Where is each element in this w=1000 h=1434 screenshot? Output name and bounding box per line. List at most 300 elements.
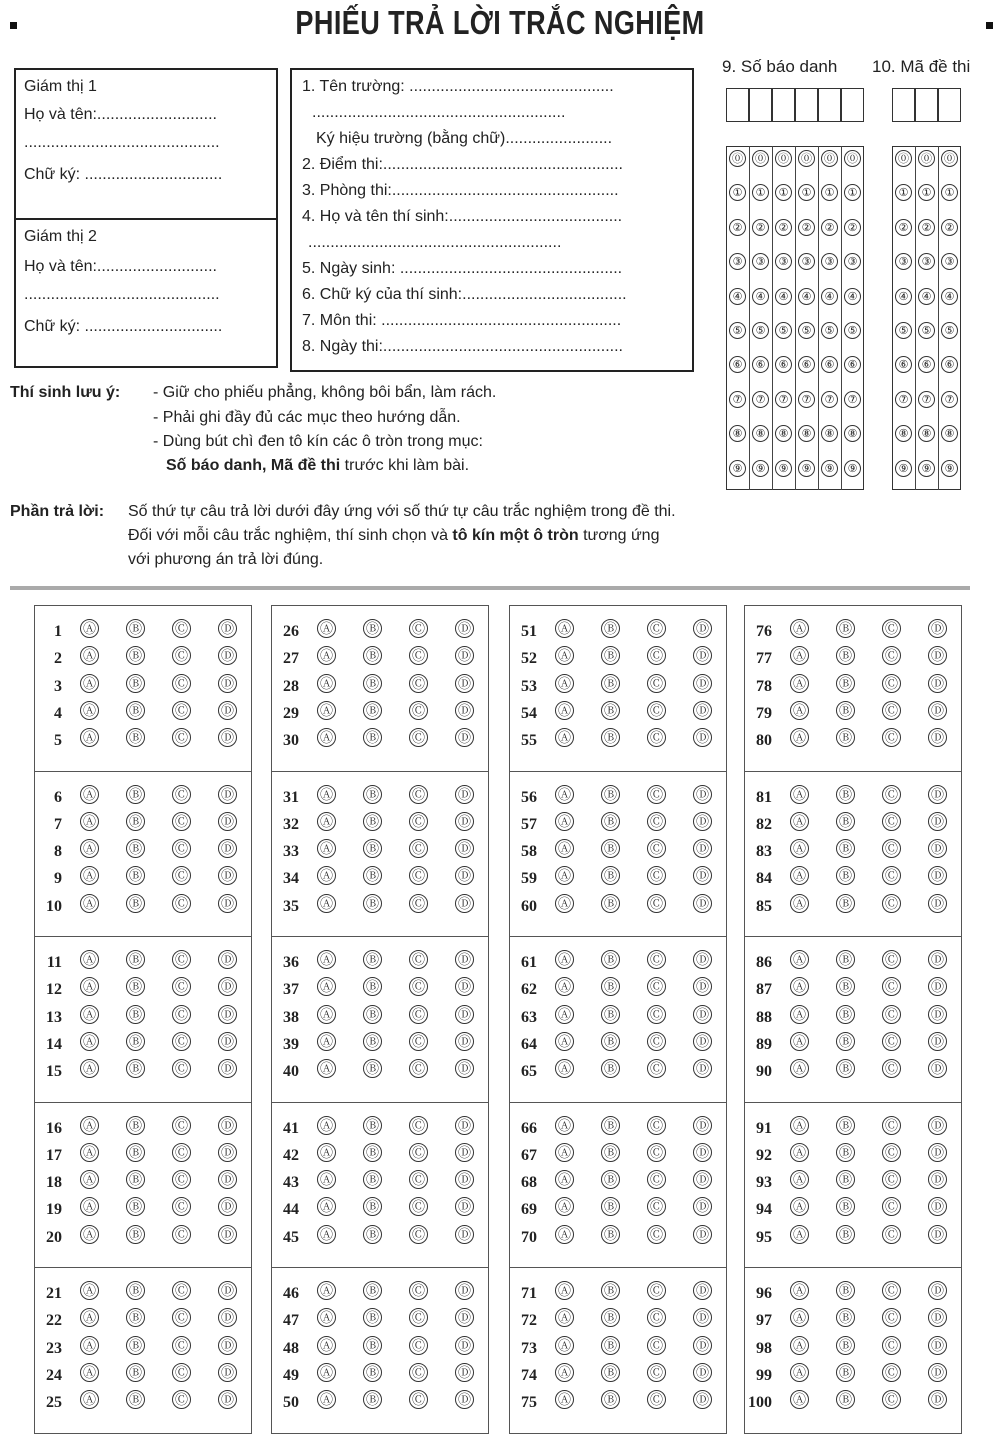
answer-bubble-c[interactable]: Ⓒ <box>172 839 191 858</box>
answer-bubble-b[interactable]: Ⓑ <box>126 1170 145 1189</box>
exam-code-digit-9-bubble[interactable]: ⑨ <box>918 460 935 477</box>
candidate-id-digit-9-bubble[interactable]: ⑨ <box>844 460 861 477</box>
answer-bubble-c[interactable]: Ⓒ <box>172 1281 191 1300</box>
answer-bubble-b[interactable]: Ⓑ <box>836 1363 855 1382</box>
answer-bubble-c[interactable]: Ⓒ <box>409 1143 428 1162</box>
answer-bubble-a[interactable]: Ⓐ <box>317 701 336 720</box>
answer-bubble-d[interactable]: Ⓓ <box>455 1336 474 1355</box>
answer-bubble-d[interactable]: Ⓓ <box>455 646 474 665</box>
answer-bubble-d[interactable]: Ⓓ <box>928 1225 947 1244</box>
answer-bubble-d[interactable]: Ⓓ <box>455 1116 474 1135</box>
answer-bubble-a[interactable]: Ⓐ <box>317 1197 336 1216</box>
exam-code-digit-5-bubble[interactable]: ⑤ <box>941 322 958 339</box>
answer-bubble-d[interactable]: Ⓓ <box>455 1390 474 1409</box>
answer-bubble-c[interactable]: Ⓒ <box>882 866 901 885</box>
answer-bubble-a[interactable]: Ⓐ <box>555 1032 574 1051</box>
answer-bubble-a[interactable]: Ⓐ <box>555 1363 574 1382</box>
answer-bubble-b[interactable]: Ⓑ <box>126 839 145 858</box>
answer-bubble-d[interactable]: Ⓓ <box>928 1005 947 1024</box>
answer-bubble-a[interactable]: Ⓐ <box>790 812 809 831</box>
candidate-id-digit-3-bubble[interactable]: ③ <box>752 253 769 270</box>
answer-bubble-d[interactable]: Ⓓ <box>218 1390 237 1409</box>
answer-bubble-a[interactable]: Ⓐ <box>555 674 574 693</box>
candidate-signature-field[interactable]: 6. Chữ ký của thí sinh:..................................... <box>302 286 627 303</box>
answer-bubble-c[interactable]: Ⓒ <box>882 701 901 720</box>
answer-bubble-a[interactable]: Ⓐ <box>555 1336 574 1355</box>
answer-bubble-d[interactable]: Ⓓ <box>928 1336 947 1355</box>
answer-bubble-d[interactable]: Ⓓ <box>928 1143 947 1162</box>
answer-bubble-d[interactable]: Ⓓ <box>928 839 947 858</box>
candidate-id-digit-6-bubble[interactable]: ⑥ <box>821 356 838 373</box>
answer-bubble-d[interactable]: Ⓓ <box>455 1005 474 1024</box>
answer-bubble-b[interactable]: Ⓑ <box>126 646 145 665</box>
answer-bubble-a[interactable]: Ⓐ <box>790 646 809 665</box>
answer-bubble-d[interactable]: Ⓓ <box>455 785 474 804</box>
answer-bubble-d[interactable]: Ⓓ <box>693 839 712 858</box>
answer-bubble-b[interactable]: Ⓑ <box>601 674 620 693</box>
answer-bubble-a[interactable]: Ⓐ <box>317 839 336 858</box>
school-code-field[interactable]: Ký hiệu trường (bằng chữ)........................ <box>316 130 613 147</box>
answer-bubble-a[interactable]: Ⓐ <box>80 839 99 858</box>
answer-bubble-a[interactable]: Ⓐ <box>790 1197 809 1216</box>
answer-bubble-c[interactable]: Ⓒ <box>172 977 191 996</box>
answer-bubble-d[interactable]: Ⓓ <box>928 1116 947 1135</box>
candidate-id-digit-1-bubble[interactable]: ① <box>775 184 792 201</box>
answer-bubble-a[interactable]: Ⓐ <box>555 977 574 996</box>
answer-bubble-a[interactable]: Ⓐ <box>555 701 574 720</box>
answer-bubble-b[interactable]: Ⓑ <box>601 1225 620 1244</box>
answer-bubble-b[interactable]: Ⓑ <box>126 950 145 969</box>
exam-code-digit-6-bubble[interactable]: ⑥ <box>918 356 935 373</box>
answer-bubble-b[interactable]: Ⓑ <box>126 1032 145 1051</box>
answer-bubble-b[interactable]: Ⓑ <box>363 1225 382 1244</box>
answer-bubble-d[interactable]: Ⓓ <box>455 728 474 747</box>
answer-bubble-b[interactable]: Ⓑ <box>126 728 145 747</box>
candidate-id-digit-5-bubble[interactable]: ⑤ <box>729 322 746 339</box>
answer-bubble-c[interactable]: Ⓒ <box>409 619 428 638</box>
answer-bubble-b[interactable]: Ⓑ <box>601 701 620 720</box>
answer-bubble-a[interactable]: Ⓐ <box>790 619 809 638</box>
answer-bubble-c[interactable]: Ⓒ <box>172 1336 191 1355</box>
exam-code-write-box[interactable] <box>892 88 915 122</box>
answer-bubble-c[interactable]: Ⓒ <box>647 1308 666 1327</box>
answer-bubble-d[interactable]: Ⓓ <box>693 1032 712 1051</box>
answer-bubble-b[interactable]: Ⓑ <box>363 866 382 885</box>
candidate-id-digit-5-bubble[interactable]: ⑤ <box>775 322 792 339</box>
answer-bubble-b[interactable]: Ⓑ <box>601 728 620 747</box>
answer-bubble-a[interactable]: Ⓐ <box>555 866 574 885</box>
answer-bubble-a[interactable]: Ⓐ <box>555 1170 574 1189</box>
answer-bubble-d[interactable]: Ⓓ <box>218 785 237 804</box>
answer-bubble-b[interactable]: Ⓑ <box>836 1308 855 1327</box>
answer-bubble-d[interactable]: Ⓓ <box>693 1116 712 1135</box>
answer-bubble-a[interactable]: Ⓐ <box>790 1032 809 1051</box>
answer-bubble-b[interactable]: Ⓑ <box>363 1143 382 1162</box>
answer-bubble-a[interactable]: Ⓐ <box>317 674 336 693</box>
answer-bubble-c[interactable]: Ⓒ <box>882 977 901 996</box>
exam-code-digit-6-bubble[interactable]: ⑥ <box>895 356 912 373</box>
answer-bubble-d[interactable]: Ⓓ <box>218 1225 237 1244</box>
answer-bubble-b[interactable]: Ⓑ <box>126 1363 145 1382</box>
answer-bubble-a[interactable]: Ⓐ <box>317 950 336 969</box>
exam-code-write-box[interactable] <box>938 88 961 122</box>
answer-bubble-a[interactable]: Ⓐ <box>317 1308 336 1327</box>
answer-bubble-d[interactable]: Ⓓ <box>218 1336 237 1355</box>
candidate-id-digit-4-bubble[interactable]: ④ <box>821 288 838 305</box>
answer-bubble-c[interactable]: Ⓒ <box>882 812 901 831</box>
candidate-id-digit-2-bubble[interactable]: ② <box>821 219 838 236</box>
answer-bubble-c[interactable]: Ⓒ <box>409 1281 428 1300</box>
answer-bubble-d[interactable]: Ⓓ <box>693 866 712 885</box>
answer-bubble-a[interactable]: Ⓐ <box>80 1170 99 1189</box>
school-name-dots[interactable]: ......................................................... <box>312 104 566 121</box>
answer-bubble-c[interactable]: Ⓒ <box>172 646 191 665</box>
answer-bubble-a[interactable]: Ⓐ <box>80 1336 99 1355</box>
answer-bubble-a[interactable]: Ⓐ <box>317 1143 336 1162</box>
answer-bubble-a[interactable]: Ⓐ <box>790 1143 809 1162</box>
answer-bubble-c[interactable]: Ⓒ <box>647 1336 666 1355</box>
exam-code-digit-5-bubble[interactable]: ⑤ <box>918 322 935 339</box>
answer-bubble-b[interactable]: Ⓑ <box>601 1336 620 1355</box>
answer-bubble-c[interactable]: Ⓒ <box>882 1005 901 1024</box>
answer-bubble-c[interactable]: Ⓒ <box>882 1170 901 1189</box>
answer-bubble-c[interactable]: Ⓒ <box>172 894 191 913</box>
answer-bubble-c[interactable]: Ⓒ <box>172 1197 191 1216</box>
answer-bubble-a[interactable]: Ⓐ <box>80 619 99 638</box>
proctor-1-name-dots[interactable]: ............................................ <box>24 134 220 151</box>
answer-bubble-d[interactable]: Ⓓ <box>693 1363 712 1382</box>
exam-code-digit-6-bubble[interactable]: ⑥ <box>941 356 958 373</box>
answer-bubble-b[interactable]: Ⓑ <box>836 839 855 858</box>
answer-bubble-a[interactable]: Ⓐ <box>80 1281 99 1300</box>
answer-bubble-b[interactable]: Ⓑ <box>126 866 145 885</box>
answer-bubble-d[interactable]: Ⓓ <box>455 1308 474 1327</box>
candidate-id-digit-8-bubble[interactable]: ⑧ <box>729 425 746 442</box>
answer-bubble-c[interactable]: Ⓒ <box>172 950 191 969</box>
answer-bubble-c[interactable]: Ⓒ <box>409 812 428 831</box>
answer-bubble-d[interactable]: Ⓓ <box>693 728 712 747</box>
answer-bubble-b[interactable]: Ⓑ <box>836 785 855 804</box>
answer-bubble-d[interactable]: Ⓓ <box>928 1390 947 1409</box>
answer-bubble-b[interactable]: Ⓑ <box>363 1308 382 1327</box>
answer-bubble-b[interactable]: Ⓑ <box>126 1336 145 1355</box>
candidate-id-digit-2-bubble[interactable]: ② <box>844 219 861 236</box>
candidate-id-digit-3-bubble[interactable]: ③ <box>798 253 815 270</box>
answer-bubble-c[interactable]: Ⓒ <box>647 1390 666 1409</box>
answer-bubble-b[interactable]: Ⓑ <box>126 1225 145 1244</box>
candidate-name-field[interactable]: 4. Họ và tên thí sinh:....................................... <box>302 208 623 225</box>
candidate-id-digit-5-bubble[interactable]: ⑤ <box>844 322 861 339</box>
answer-bubble-b[interactable]: Ⓑ <box>601 866 620 885</box>
answer-bubble-a[interactable]: Ⓐ <box>555 1116 574 1135</box>
answer-bubble-b[interactable]: Ⓑ <box>836 812 855 831</box>
answer-bubble-d[interactable]: Ⓓ <box>455 894 474 913</box>
answer-bubble-a[interactable]: Ⓐ <box>790 1116 809 1135</box>
answer-bubble-b[interactable]: Ⓑ <box>363 701 382 720</box>
answer-bubble-d[interactable]: Ⓓ <box>455 839 474 858</box>
answer-bubble-b[interactable]: Ⓑ <box>363 839 382 858</box>
candidate-id-digit-3-bubble[interactable]: ③ <box>775 253 792 270</box>
answer-bubble-b[interactable]: Ⓑ <box>126 1308 145 1327</box>
answer-bubble-a[interactable]: Ⓐ <box>80 950 99 969</box>
answer-bubble-b[interactable]: Ⓑ <box>836 1143 855 1162</box>
answer-bubble-a[interactable]: Ⓐ <box>317 1363 336 1382</box>
answer-bubble-c[interactable]: Ⓒ <box>647 1170 666 1189</box>
answer-bubble-b[interactable]: Ⓑ <box>836 950 855 969</box>
answer-bubble-d[interactable]: Ⓓ <box>455 866 474 885</box>
school-name-field[interactable]: 1. Tên trường: .............................................. <box>302 78 614 95</box>
exam-code-digit-0-bubble[interactable]: ⓪ <box>895 150 912 167</box>
answer-bubble-b[interactable]: Ⓑ <box>363 950 382 969</box>
answer-bubble-a[interactable]: Ⓐ <box>317 785 336 804</box>
candidate-id-digit-2-bubble[interactable]: ② <box>729 219 746 236</box>
answer-bubble-d[interactable]: Ⓓ <box>218 646 237 665</box>
answer-bubble-b[interactable]: Ⓑ <box>126 674 145 693</box>
candidate-id-digit-2-bubble[interactable]: ② <box>752 219 769 236</box>
answer-bubble-d[interactable]: Ⓓ <box>928 977 947 996</box>
answer-bubble-d[interactable]: Ⓓ <box>928 866 947 885</box>
answer-bubble-c[interactable]: Ⓒ <box>882 1059 901 1078</box>
exam-code-digit-0-bubble[interactable]: ⓪ <box>941 150 958 167</box>
answer-bubble-c[interactable]: Ⓒ <box>882 1336 901 1355</box>
answer-bubble-c[interactable]: Ⓒ <box>647 1032 666 1051</box>
candidate-id-digit-1-bubble[interactable]: ① <box>729 184 746 201</box>
answer-bubble-a[interactable]: Ⓐ <box>317 619 336 638</box>
answer-bubble-b[interactable]: Ⓑ <box>836 1281 855 1300</box>
answer-bubble-d[interactable]: Ⓓ <box>218 1032 237 1051</box>
answer-bubble-b[interactable]: Ⓑ <box>126 785 145 804</box>
answer-bubble-a[interactable]: Ⓐ <box>790 728 809 747</box>
answer-bubble-a[interactable]: Ⓐ <box>555 619 574 638</box>
answer-bubble-a[interactable]: Ⓐ <box>80 1005 99 1024</box>
answer-bubble-d[interactable]: Ⓓ <box>693 1225 712 1244</box>
exam-code-digit-0-bubble[interactable]: ⓪ <box>918 150 935 167</box>
exam-code-digit-5-bubble[interactable]: ⑤ <box>895 322 912 339</box>
candidate-id-digit-6-bubble[interactable]: ⑥ <box>775 356 792 373</box>
answer-bubble-c[interactable]: Ⓒ <box>409 785 428 804</box>
answer-bubble-a[interactable]: Ⓐ <box>790 785 809 804</box>
answer-bubble-c[interactable]: Ⓒ <box>409 674 428 693</box>
answer-bubble-b[interactable]: Ⓑ <box>836 1225 855 1244</box>
candidate-id-digit-9-bubble[interactable]: ⑨ <box>798 460 815 477</box>
answer-bubble-d[interactable]: Ⓓ <box>218 1197 237 1216</box>
answer-bubble-a[interactable]: Ⓐ <box>790 977 809 996</box>
answer-bubble-d[interactable]: Ⓓ <box>218 894 237 913</box>
candidate-id-digit-8-bubble[interactable]: ⑧ <box>821 425 838 442</box>
answer-bubble-d[interactable]: Ⓓ <box>218 1170 237 1189</box>
candidate-id-digit-6-bubble[interactable]: ⑥ <box>729 356 746 373</box>
answer-bubble-a[interactable]: Ⓐ <box>790 1170 809 1189</box>
answer-bubble-d[interactable]: Ⓓ <box>693 1336 712 1355</box>
answer-bubble-c[interactable]: Ⓒ <box>647 977 666 996</box>
answer-bubble-d[interactable]: Ⓓ <box>693 1170 712 1189</box>
answer-bubble-a[interactable]: Ⓐ <box>317 1116 336 1135</box>
answer-bubble-c[interactable]: Ⓒ <box>647 839 666 858</box>
answer-bubble-d[interactable]: Ⓓ <box>928 1170 947 1189</box>
exam-code-digit-2-bubble[interactable]: ② <box>941 219 958 236</box>
answer-bubble-c[interactable]: Ⓒ <box>647 1281 666 1300</box>
candidate-id-digit-6-bubble[interactable]: ⑥ <box>752 356 769 373</box>
answer-bubble-d[interactable]: Ⓓ <box>928 728 947 747</box>
answer-bubble-d[interactable]: Ⓓ <box>928 785 947 804</box>
answer-bubble-c[interactable]: Ⓒ <box>882 785 901 804</box>
answer-bubble-c[interactable]: Ⓒ <box>882 646 901 665</box>
answer-bubble-d[interactable]: Ⓓ <box>693 1143 712 1162</box>
answer-bubble-a[interactable]: Ⓐ <box>555 1390 574 1409</box>
answer-bubble-a[interactable]: Ⓐ <box>80 1143 99 1162</box>
answer-bubble-c[interactable]: Ⓒ <box>882 1116 901 1135</box>
answer-bubble-b[interactable]: Ⓑ <box>601 1390 620 1409</box>
answer-bubble-c[interactable]: Ⓒ <box>409 1116 428 1135</box>
exam-code-digit-7-bubble[interactable]: ⑦ <box>895 391 912 408</box>
answer-bubble-a[interactable]: Ⓐ <box>80 701 99 720</box>
answer-bubble-c[interactable]: Ⓒ <box>882 1363 901 1382</box>
candidate-id-digit-7-bubble[interactable]: ⑦ <box>821 391 838 408</box>
answer-bubble-c[interactable]: Ⓒ <box>409 1170 428 1189</box>
answer-bubble-d[interactable]: Ⓓ <box>455 977 474 996</box>
answer-bubble-d[interactable]: Ⓓ <box>928 950 947 969</box>
candidate-id-digit-4-bubble[interactable]: ④ <box>752 288 769 305</box>
answer-bubble-c[interactable]: Ⓒ <box>172 619 191 638</box>
answer-bubble-d[interactable]: Ⓓ <box>455 1143 474 1162</box>
answer-bubble-b[interactable]: Ⓑ <box>836 1116 855 1135</box>
answer-bubble-b[interactable]: Ⓑ <box>836 1170 855 1189</box>
answer-bubble-c[interactable]: Ⓒ <box>647 1005 666 1024</box>
answer-bubble-d[interactable]: Ⓓ <box>218 1143 237 1162</box>
exam-code-digit-9-bubble[interactable]: ⑨ <box>941 460 958 477</box>
answer-bubble-a[interactable]: Ⓐ <box>555 1059 574 1078</box>
exam-code-digit-8-bubble[interactable]: ⑧ <box>941 425 958 442</box>
answer-bubble-d[interactable]: Ⓓ <box>693 950 712 969</box>
proctor-2-name-field[interactable]: Họ và tên:........................... <box>24 258 217 275</box>
answer-bubble-b[interactable]: Ⓑ <box>836 894 855 913</box>
answer-bubble-d[interactable]: Ⓓ <box>928 812 947 831</box>
candidate-id-write-box[interactable] <box>749 88 772 122</box>
answer-bubble-a[interactable]: Ⓐ <box>790 1390 809 1409</box>
exam-code-digit-3-bubble[interactable]: ③ <box>941 253 958 270</box>
answer-bubble-b[interactable]: Ⓑ <box>836 977 855 996</box>
candidate-id-digit-0-bubble[interactable]: ⓪ <box>844 150 861 167</box>
answer-bubble-c[interactable]: Ⓒ <box>647 728 666 747</box>
candidate-id-write-box[interactable] <box>841 88 864 122</box>
answer-bubble-a[interactable]: Ⓐ <box>555 785 574 804</box>
candidate-id-digit-4-bubble[interactable]: ④ <box>775 288 792 305</box>
answer-bubble-d[interactable]: Ⓓ <box>928 1197 947 1216</box>
answer-bubble-d[interactable]: Ⓓ <box>693 812 712 831</box>
answer-bubble-a[interactable]: Ⓐ <box>80 1363 99 1382</box>
answer-bubble-c[interactable]: Ⓒ <box>647 894 666 913</box>
exam-code-digit-1-bubble[interactable]: ① <box>918 184 935 201</box>
answer-bubble-d[interactable]: Ⓓ <box>218 977 237 996</box>
answer-bubble-c[interactable]: Ⓒ <box>409 950 428 969</box>
answer-bubble-b[interactable]: Ⓑ <box>363 1197 382 1216</box>
answer-bubble-c[interactable]: Ⓒ <box>647 1143 666 1162</box>
candidate-id-digit-4-bubble[interactable]: ④ <box>729 288 746 305</box>
answer-bubble-c[interactable]: Ⓒ <box>172 1143 191 1162</box>
answer-bubble-a[interactable]: Ⓐ <box>317 977 336 996</box>
answer-bubble-a[interactable]: Ⓐ <box>790 1281 809 1300</box>
answer-bubble-a[interactable]: Ⓐ <box>80 1032 99 1051</box>
exam-code-digit-4-bubble[interactable]: ④ <box>895 288 912 305</box>
answer-bubble-b[interactable]: Ⓑ <box>601 812 620 831</box>
answer-bubble-a[interactable]: Ⓐ <box>790 950 809 969</box>
answer-bubble-d[interactable]: Ⓓ <box>218 1116 237 1135</box>
answer-bubble-b[interactable]: Ⓑ <box>126 977 145 996</box>
answer-bubble-b[interactable]: Ⓑ <box>126 894 145 913</box>
answer-bubble-c[interactable]: Ⓒ <box>172 1170 191 1189</box>
candidate-id-digit-2-bubble[interactable]: ② <box>775 219 792 236</box>
answer-bubble-c[interactable]: Ⓒ <box>647 646 666 665</box>
answer-bubble-b[interactable]: Ⓑ <box>363 1363 382 1382</box>
answer-bubble-d[interactable]: Ⓓ <box>928 674 947 693</box>
exam-room-field[interactable]: 3. Phòng thi:................................................... <box>302 182 619 199</box>
answer-bubble-d[interactable]: Ⓓ <box>455 1032 474 1051</box>
proctor-2-signature-field[interactable]: Chữ ký: ............................... <box>24 318 223 335</box>
candidate-id-digit-8-bubble[interactable]: ⑧ <box>844 425 861 442</box>
exam-code-digit-1-bubble[interactable]: ① <box>895 184 912 201</box>
answer-bubble-d[interactable]: Ⓓ <box>218 1281 237 1300</box>
answer-bubble-b[interactable]: Ⓑ <box>601 1116 620 1135</box>
answer-bubble-c[interactable]: Ⓒ <box>882 728 901 747</box>
answer-bubble-b[interactable]: Ⓑ <box>363 785 382 804</box>
answer-bubble-c[interactable]: Ⓒ <box>172 1005 191 1024</box>
candidate-id-digit-9-bubble[interactable]: ⑨ <box>729 460 746 477</box>
answer-bubble-d[interactable]: Ⓓ <box>455 701 474 720</box>
answer-bubble-a[interactable]: Ⓐ <box>555 728 574 747</box>
answer-bubble-b[interactable]: Ⓑ <box>363 1281 382 1300</box>
answer-bubble-b[interactable]: Ⓑ <box>126 701 145 720</box>
answer-bubble-c[interactable]: Ⓒ <box>882 1308 901 1327</box>
candidate-id-digit-9-bubble[interactable]: ⑨ <box>775 460 792 477</box>
answer-bubble-a[interactable]: Ⓐ <box>317 1170 336 1189</box>
answer-bubble-d[interactable]: Ⓓ <box>693 1005 712 1024</box>
answer-bubble-d[interactable]: Ⓓ <box>928 1363 947 1382</box>
answer-bubble-a[interactable]: Ⓐ <box>317 728 336 747</box>
answer-bubble-d[interactable]: Ⓓ <box>693 977 712 996</box>
answer-bubble-d[interactable]: Ⓓ <box>455 1197 474 1216</box>
answer-bubble-c[interactable]: Ⓒ <box>172 728 191 747</box>
answer-bubble-d[interactable]: Ⓓ <box>455 1225 474 1244</box>
candidate-id-digit-8-bubble[interactable]: ⑧ <box>798 425 815 442</box>
answer-bubble-b[interactable]: Ⓑ <box>363 1005 382 1024</box>
answer-bubble-d[interactable]: Ⓓ <box>693 1390 712 1409</box>
answer-bubble-a[interactable]: Ⓐ <box>80 1116 99 1135</box>
answer-bubble-c[interactable]: Ⓒ <box>882 619 901 638</box>
candidate-id-digit-5-bubble[interactable]: ⑤ <box>752 322 769 339</box>
answer-bubble-b[interactable]: Ⓑ <box>836 1390 855 1409</box>
answer-bubble-d[interactable]: Ⓓ <box>455 619 474 638</box>
exam-code-digit-3-bubble[interactable]: ③ <box>918 253 935 270</box>
answer-bubble-c[interactable]: Ⓒ <box>647 1197 666 1216</box>
answer-bubble-c[interactable]: Ⓒ <box>647 701 666 720</box>
answer-bubble-b[interactable]: Ⓑ <box>601 894 620 913</box>
answer-bubble-d[interactable]: Ⓓ <box>455 1170 474 1189</box>
answer-bubble-d[interactable]: Ⓓ <box>693 1197 712 1216</box>
answer-bubble-d[interactable]: Ⓓ <box>455 812 474 831</box>
answer-bubble-d[interactable]: Ⓓ <box>218 1059 237 1078</box>
answer-bubble-b[interactable]: Ⓑ <box>836 1005 855 1024</box>
subject-field[interactable]: 7. Môn thi: ...................................................... <box>302 312 622 329</box>
answer-bubble-a[interactable]: Ⓐ <box>555 894 574 913</box>
answer-bubble-b[interactable]: Ⓑ <box>836 1336 855 1355</box>
exam-code-digit-9-bubble[interactable]: ⑨ <box>895 460 912 477</box>
answer-bubble-d[interactable]: Ⓓ <box>455 674 474 693</box>
answer-bubble-c[interactable]: Ⓒ <box>409 1336 428 1355</box>
answer-bubble-d[interactable]: Ⓓ <box>218 950 237 969</box>
answer-bubble-a[interactable]: Ⓐ <box>555 1225 574 1244</box>
candidate-id-digit-9-bubble[interactable]: ⑨ <box>752 460 769 477</box>
answer-bubble-c[interactable]: Ⓒ <box>647 1059 666 1078</box>
